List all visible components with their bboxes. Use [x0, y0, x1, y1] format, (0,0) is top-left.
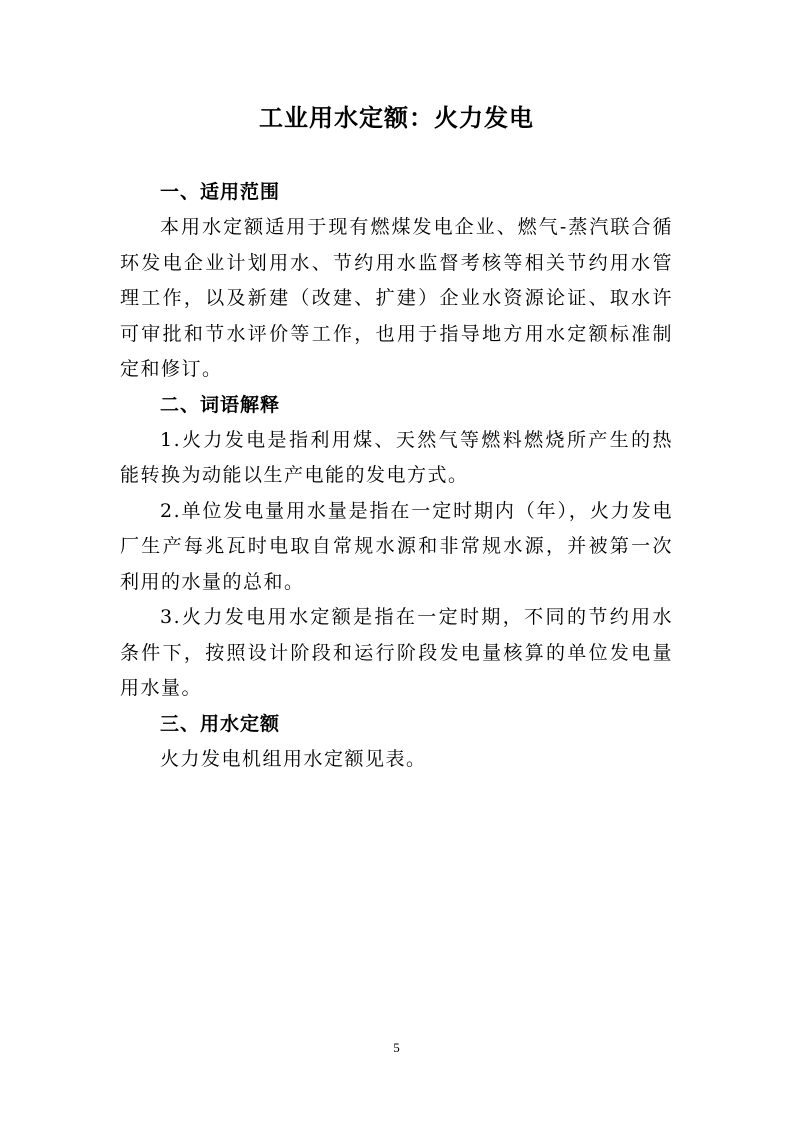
page-number: 5	[393, 1040, 400, 1055]
document-body	[120, 175, 673, 777]
paragraph-definition-2: 2.单位发电量用水量是指在一定时期内（年），火力发电厂生产每兆瓦时电取自常规水源和非常规水源，并被第一次利用的水量的总和。	[120, 499, 673, 593]
page-title: 工业用水定额：火力发电	[259, 104, 534, 132]
section-heading-definitions: 二、词语解释	[160, 393, 281, 416]
paragraph-scope: 本用水定额适用于现有燃煤发电企业、燃气-蒸汽联合循环发电企业计划用水、节约用水监督考核等相关节约用水管理工作，以及新建（改建、扩建）企业水资源论证、取水许可审批和节水评价等工作，也用于指导地方用水定额标准制定和修订。	[120, 216, 673, 380]
paragraph-quota: 火力发电机组用水定额见表。	[160, 747, 427, 770]
section-heading-scope: 一、适用范围	[160, 181, 281, 203]
paragraph-definition-1: 1.火力发电是指利用煤、天然气等燃料燃烧所产生的热能转换为动能以生产电能的发电方式。	[120, 428, 673, 486]
section-heading-quota: 三、用水定额	[160, 712, 281, 735]
paragraph-definition-3: 3.火力发电用水定额是指在一定时期，不同的节约用水条件下，按照设计阶段和运行阶段发电量核算的单位发电量用水量。	[120, 606, 673, 699]
